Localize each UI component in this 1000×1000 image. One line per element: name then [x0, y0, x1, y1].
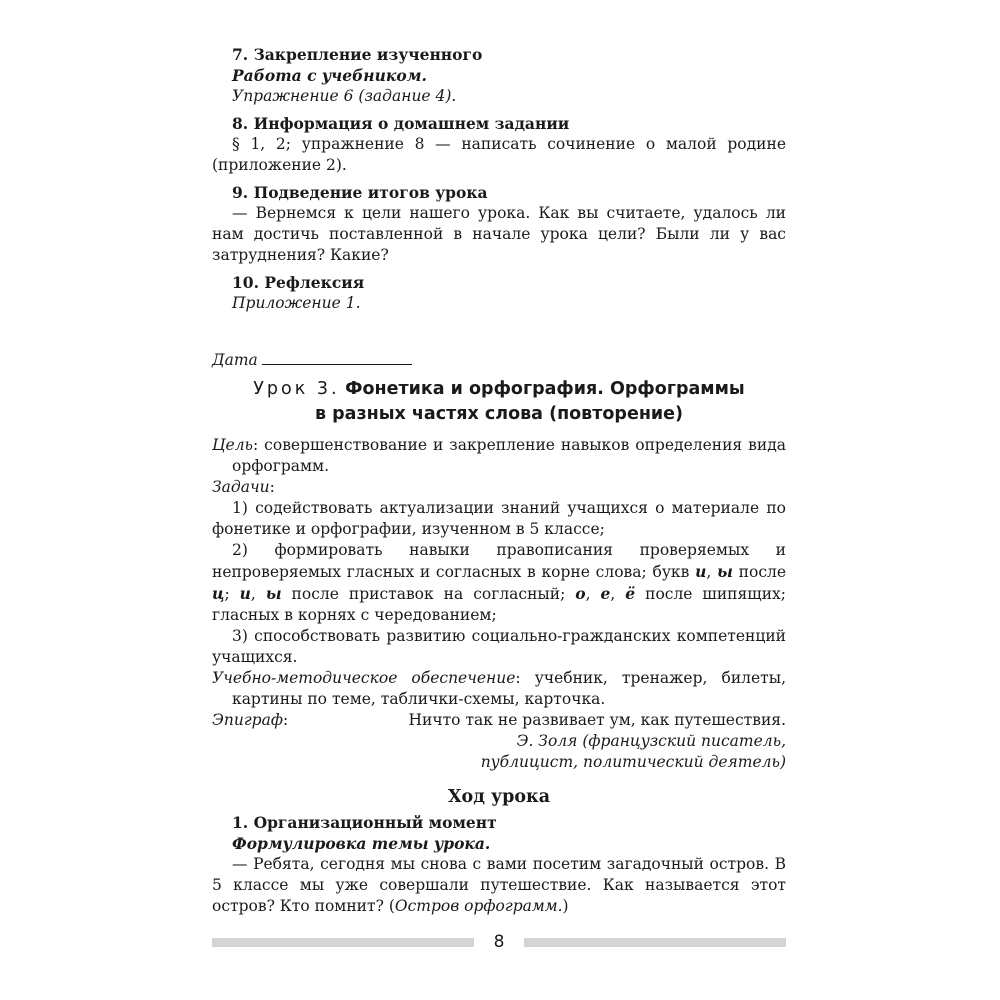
date-blank	[262, 350, 412, 365]
epigraph-author-line-1: Э. Золя (французский писатель,	[516, 732, 786, 750]
task-2-part: 2) формировать навыки правописания проверяемых и непроверяемых гласных и согласных в корне слова; букв	[212, 541, 786, 581]
course-section-1-subheading: Формулировка темы урока.	[232, 834, 491, 853]
lesson-title	[212, 377, 786, 427]
course-text-part: — Ребята, сегодня мы снова с вами посетим загадочный остров. В 5 классе мы уже совершали путешествие. Как называется этот остров? Кто помнит? (	[212, 855, 786, 915]
task-2-letter: ц	[212, 584, 225, 603]
section-7-text: Упражнение 6 (задание 4).	[232, 87, 457, 105]
section-8-text	[212, 134, 786, 176]
tasks-label-text: Задачи	[212, 478, 270, 496]
task-2	[212, 540, 786, 626]
task-2-part: после приставок на согласный;	[281, 585, 576, 603]
section-10-heading: 10. Рефлексия	[232, 273, 365, 292]
course-text-italic: Остров орфограмм.	[394, 897, 563, 915]
footer-bar-right	[524, 938, 786, 947]
resources	[212, 668, 786, 710]
task-2-letter: ё	[625, 584, 636, 603]
tasks-colon: :	[269, 478, 275, 496]
task-3-text: 3) способствовать развитию социально-гражданских компетенций учащихся.	[212, 627, 786, 666]
section-8-text-content: § 1, 2; упражнение 8 — написать сочинение о малой родине (приложение 2).	[212, 135, 786, 174]
task-2-part: после	[732, 563, 787, 581]
course-section-1-heading: 1. Организационный момент	[232, 813, 497, 832]
lesson-label: Урок 3.	[253, 379, 340, 399]
section-8-heading: 8. Информация о домашнем задании	[232, 114, 570, 133]
task-2-letter: и	[239, 584, 251, 603]
epigraph-label: Эпиграф	[212, 711, 283, 729]
lesson-title-line-2: в разных частях слова (повторение)	[314, 404, 684, 424]
page-body	[212, 44, 786, 917]
lesson-title-line-1: Фонетика и орфография. Орфограммы	[345, 379, 745, 399]
task-2-part: ,	[610, 585, 626, 603]
goal-label: Цель	[212, 436, 253, 454]
task-2-part: ,	[250, 585, 266, 603]
epigraph	[212, 710, 786, 731]
task-2-letter: о	[575, 584, 586, 603]
section-7-heading: 7. Закрепление изученного	[232, 45, 483, 64]
course-section-1-text	[212, 854, 786, 917]
resources-label: Учебно-методическое обеспечение	[212, 669, 516, 687]
goal-text: : совершенствование и закрепление навыков определения вида орфограмм.	[232, 436, 786, 475]
tasks-label	[212, 477, 786, 498]
epigraph-label-wrap	[212, 710, 288, 731]
task-2-part: ,	[706, 563, 718, 581]
epigraph-quote: Ничто так не развивает ум, как путешествия.	[408, 711, 786, 729]
task-1	[212, 498, 786, 540]
resources-text: : учебник, тренажер, билеты, картины по теме, таблички-схемы, карточка.	[232, 669, 787, 708]
section-9-heading: 9. Подведение итогов урока	[232, 183, 488, 202]
task-2-letter: и	[695, 562, 707, 581]
section-7-subheading: Работа с учебником.	[232, 66, 427, 85]
course-title: Ход урока	[447, 787, 551, 807]
page-number: 8	[493, 932, 505, 952]
course-text-end: )	[562, 897, 569, 915]
section-9-text-content: — Вернемся к цели нашего урока. Как вы считаете, удалось ли нам достичь поставленной в начале урока цели? Были ли у вас затруднения? Какие?	[212, 204, 786, 264]
task-3	[212, 626, 786, 668]
footer-bar-left	[212, 938, 474, 947]
date-line	[212, 350, 786, 371]
epigraph-author-line-2: публицист, политический деятель)	[480, 753, 786, 771]
section-10-text: Приложение 1.	[232, 294, 361, 312]
date-label: Дата	[212, 351, 258, 369]
task-2-part: ;	[224, 585, 240, 603]
task-2-part: после шипящих; гласных в корнях с чередованием;	[212, 585, 786, 624]
epigraph-colon: :	[282, 711, 289, 729]
task-2-letter: ы	[265, 584, 282, 603]
page-footer	[212, 930, 786, 954]
goal	[212, 435, 786, 477]
task-2-letter: е	[600, 584, 611, 603]
task-2-letter: ы	[717, 562, 733, 581]
task-1-text: 1) содействовать актуализации знаний учащихся о материале по фонетике и орфографии, изученном в 5 классе;	[212, 499, 786, 538]
task-2-part: ,	[585, 585, 601, 603]
section-9-text	[212, 203, 786, 266]
